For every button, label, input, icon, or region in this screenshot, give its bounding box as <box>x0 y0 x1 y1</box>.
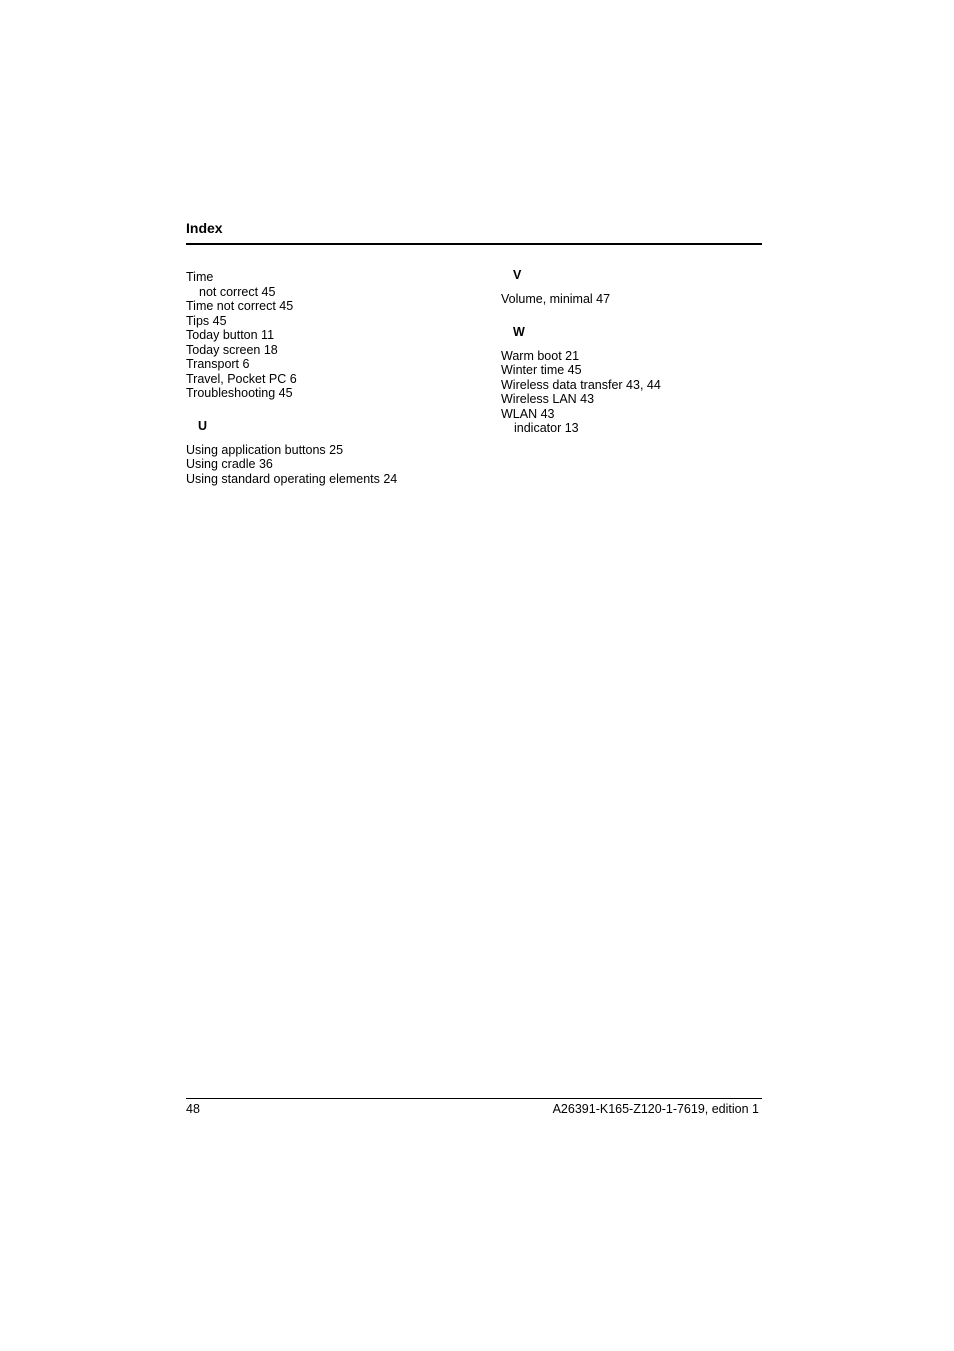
index-group-v <box>501 292 801 307</box>
index-column-left <box>186 270 486 486</box>
index-letter-w: W <box>513 324 525 339</box>
index-entry: Transport 6 <box>186 357 250 371</box>
index-entry: Travel, Pocket PC 6 <box>186 371 297 386</box>
page-footer <box>186 1098 762 1116</box>
index-column-right <box>501 268 801 436</box>
page-header <box>186 219 762 245</box>
page-number: 48 <box>186 1102 200 1116</box>
index-entry: Time <box>186 270 214 284</box>
index-entry: Using application buttons 25 <box>186 442 344 457</box>
index-entry: Volume, minimal 47 <box>501 292 611 306</box>
index-letter-v: V <box>513 268 522 282</box>
index-letter-u: U <box>198 418 208 433</box>
index-entry: Today button 11 <box>186 328 275 342</box>
index-entry: Winter time 45 <box>501 363 582 377</box>
index-subentry: not correct 45 <box>199 284 276 299</box>
index-entry: Tips 45 <box>186 313 227 328</box>
index-entry: WLAN 43 <box>501 406 555 421</box>
index-group-w <box>501 349 801 436</box>
index-entry: Today screen 18 <box>186 342 278 357</box>
index-entry: Using cradle 36 <box>186 457 273 471</box>
index-group-t <box>186 270 486 401</box>
index-entry: Warm boot 21 <box>501 348 580 363</box>
index-subentry: indicator 13 <box>514 421 579 435</box>
index-entry: Troubleshooting 45 <box>186 386 293 400</box>
document-id: A26391-K165-Z120-1-7619, edition 1 <box>552 1102 759 1116</box>
index-entry: Wireless LAN 43 <box>501 392 595 406</box>
index-entry: Time not correct 45 <box>186 299 294 313</box>
page-title: Index <box>186 220 223 236</box>
index-entry: Using standard operating elements 24 <box>186 471 398 486</box>
index-group-u <box>186 443 486 487</box>
index-entry: Wireless data transfer 43, 44 <box>501 377 661 392</box>
